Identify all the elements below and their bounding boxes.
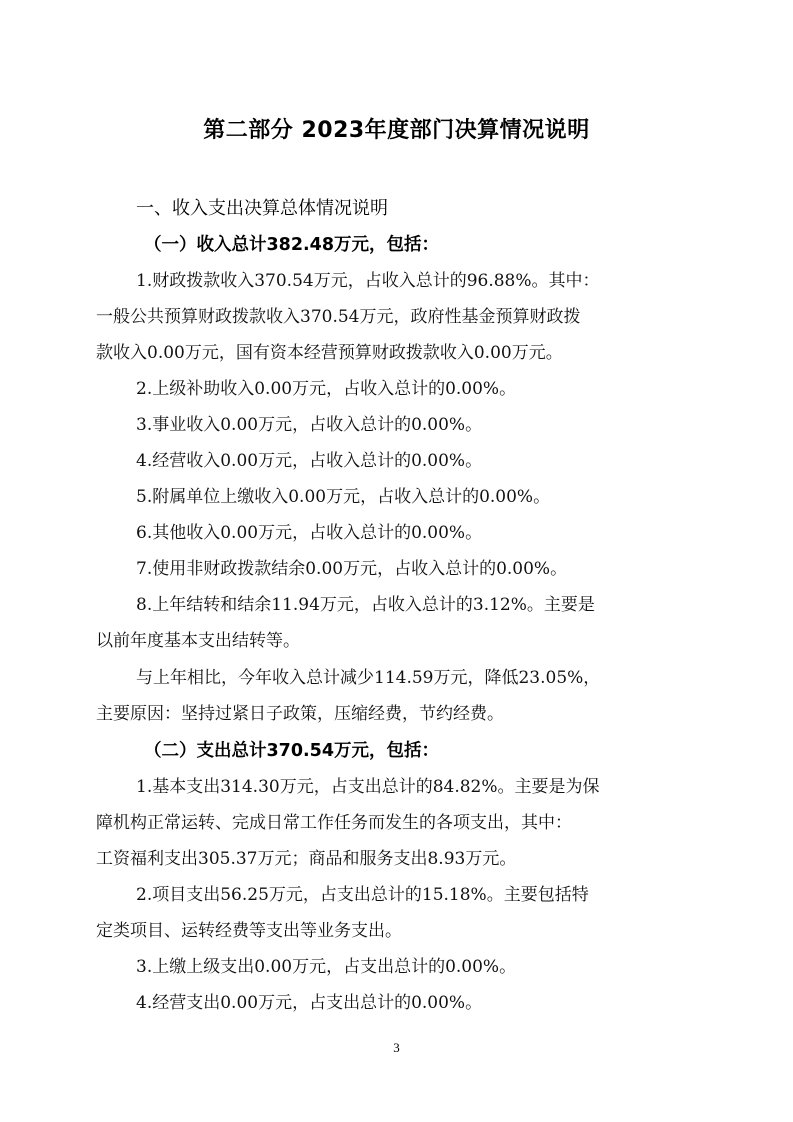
- expense-paragraph-line: 定类项目、运转经费等支出等业务支出。: [96, 921, 402, 941]
- section-heading: 一、收入支出决算总体情况说明: [136, 198, 388, 219]
- expense-paragraph-line: 2.项目支出56.25万元，占支出总计的15.18%。主要包括特: [136, 885, 589, 905]
- expense-paragraph-line: 4.经营支出0.00万元，占支出总计的0.00%。: [136, 993, 483, 1013]
- income-paragraph-line: 4.经营收入0.00万元，占收入总计的0.00%。: [136, 451, 483, 471]
- expense-paragraph-line: 1.基本支出314.30万元，占支出总计的84.82%。主要是为保: [136, 777, 600, 797]
- comparison-paragraph-line: 主要原因：坚持过紧日子政策，压缩经费，节约经费。: [96, 704, 504, 724]
- income-paragraph-line: 一般公共预算财政拨款收入370.54万元，政府性基金预算财政拨: [96, 307, 581, 327]
- page-title: 第二部分 2023年度部门决算情况说明: [203, 118, 590, 143]
- income-paragraph-line: 8.上年结转和结余11.94万元，占收入总计的3.12%。主要是: [136, 595, 595, 615]
- page-number: 3: [393, 1040, 400, 1055]
- expense-paragraph-line: 障机构正常运转、完成日常工作任务而发生的各项支出，其中：: [96, 813, 572, 833]
- income-paragraph-line: 2.上级补助收入0.00万元，占收入总计的0.00%。: [136, 379, 517, 399]
- income-paragraph-line: 款收入0.00万元，国有资本经营预算财政拨款收入0.00万元。: [96, 343, 563, 363]
- expense-paragraph-line: 3.上缴上级支出0.00万元，占支出总计的0.00%。: [136, 957, 517, 977]
- income-paragraph-line: 6.其他收入0.00万元，占收入总计的0.00%。: [136, 523, 483, 543]
- income-heading: （一）收入总计382.48万元，包括：: [144, 235, 440, 255]
- income-paragraph-line: 3.事业收入0.00万元，占收入总计的0.00%。: [136, 415, 483, 435]
- expense-heading: （二）支出总计370.54万元，包括：: [144, 741, 440, 761]
- income-paragraph-line: 以前年度基本支出结转等。: [96, 631, 300, 651]
- income-paragraph-line: 1.财政拨款收入370.54万元，占收入总计的96.88%。其中：: [136, 271, 600, 291]
- expense-paragraph-line: 工资福利支出305.37万元；商品和服务支出8.93万元。: [96, 849, 517, 869]
- income-paragraph-line: 5.附属单位上缴收入0.00万元，占收入总计的0.00%。: [136, 487, 551, 507]
- comparison-paragraph-line: 与上年相比，今年收入总计减少114.59万元，降低23.05%，: [136, 668, 601, 688]
- income-paragraph-line: 7.使用非财政拨款结余0.00万元，占收入总计的0.00%。: [136, 559, 568, 579]
